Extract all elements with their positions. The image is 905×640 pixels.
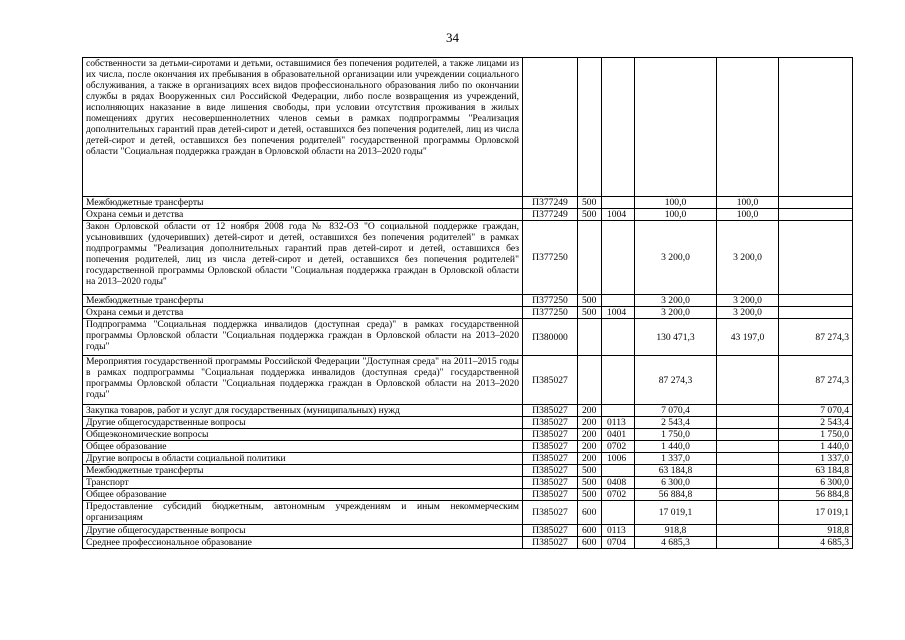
target-code-cell: П385027 [523,417,578,429]
amount-regional-cell [717,417,779,429]
amount-federal-cell [779,295,853,307]
expense-type-cell: 600 [578,537,602,549]
row-description: Среднее профессиональное образование [83,537,523,549]
target-code-cell: П385027 [523,453,578,465]
table-row [83,441,853,453]
amount-federal-cell: 2 543,4 [779,417,853,429]
amount-regional-cell: 3 200,0 [717,295,779,307]
expense-type-cell [578,319,602,356]
section-code-cell: 0704 [602,537,635,549]
amount-total-cell: 100,0 [635,209,717,221]
target-code-cell: П385027 [523,405,578,417]
section-code-cell: 0401 [602,429,635,441]
amount-regional-cell [717,356,779,405]
row-description: Мероприятия государственной программы Российской Федерации "Доступная среда" на 2011–2015 годы в рамках подпрограммы "Социальная поддержка инвалидов (доступная среда)" государственной программы Орловской области "Социальная поддержка граждан в Орловской области на 2013–2020 годы" [83,356,523,405]
section-code-cell: 0113 [602,525,635,537]
amount-regional-cell [717,465,779,477]
section-code-cell [602,295,635,307]
amount-total-cell: 63 184,8 [635,465,717,477]
row-description: Охрана семьи и детства [83,307,523,319]
expense-type-cell: 500 [578,307,602,319]
table-row [83,295,853,307]
table-row [83,525,853,537]
amount-total-cell: 3 200,0 [635,307,717,319]
budget-table-body [83,58,853,549]
section-code-cell: 0408 [602,477,635,489]
amount-federal-cell [779,307,853,319]
amount-total-cell: 918,8 [635,525,717,537]
expense-type-cell: 600 [578,501,602,525]
expense-type-cell: 500 [578,489,602,501]
expense-type-cell: 500 [578,477,602,489]
amount-federal-cell: 7 070,4 [779,405,853,417]
amount-regional-cell [717,501,779,525]
amount-federal-cell: 4 685,3 [779,537,853,549]
amount-federal-cell [779,58,853,197]
target-code-cell: П377250 [523,221,578,295]
amount-total-cell: 100,0 [635,197,717,209]
amount-federal-cell [779,209,853,221]
table-row [83,197,853,209]
expense-type-cell [578,58,602,197]
table-row [83,537,853,549]
amount-federal-cell [779,221,853,295]
expense-type-cell: 200 [578,417,602,429]
row-description: Общее образование [83,489,523,501]
amount-regional-cell: 3 200,0 [717,221,779,295]
amount-regional-cell [717,489,779,501]
section-code-cell [602,58,635,197]
target-code-cell: П385027 [523,356,578,405]
row-description: Межбюджетные трансферты [83,465,523,477]
amount-total-cell [635,58,717,197]
budget-table [82,57,853,549]
section-code-cell: 0113 [602,417,635,429]
section-code-cell [602,501,635,525]
target-code-cell: П385027 [523,477,578,489]
table-row [83,417,853,429]
amount-regional-cell [717,429,779,441]
amount-federal-cell: 17 019,1 [779,501,853,525]
row-description: Межбюджетные трансферты [83,197,523,209]
section-code-cell [602,465,635,477]
row-description: Общеэкономические вопросы [83,429,523,441]
expense-type-cell: 500 [578,209,602,221]
amount-federal-cell: 1 337,0 [779,453,853,465]
expense-type-cell: 200 [578,441,602,453]
amount-regional-cell [717,441,779,453]
target-code-cell: П377249 [523,197,578,209]
table-row [83,453,853,465]
target-code-cell: П385027 [523,465,578,477]
row-description: Охрана семьи и детства [83,209,523,221]
row-description: Другие общегосударственные вопросы [83,417,523,429]
amount-total-cell: 1 337,0 [635,453,717,465]
table-row [83,405,853,417]
row-description: Транспорт [83,477,523,489]
amount-regional-cell: 43 197,0 [717,319,779,356]
row-description: собственности за детьми-сиротами и детьми, оставшимися без попечения родителей, а также лицами из их числа, после окончания их пребывания в образовательной организации или учреждении социального обслуживания, а также в организациях всех видов профессионального образования либо по окончании службы в рядах Вооруженных сил Российской Федерации, либо после возвращения из учреждений, исполняющих наказание в виде лишения свободы, при условии отсутствия проживания в жилых помещениях других несовершеннолетних членов семьи в рамках подпрограммы "Реализация дополнительных гарантий прав детей-сирот и детей, оставшихся без попечения родителей, лиц из числа детей-сирот и детей, оставшихся без попечения родителей" государственной программы Орловской области "Социальная поддержка граждан в Орловской области на 2013–2020 годы" [83,58,523,197]
amount-total-cell: 2 543,4 [635,417,717,429]
expense-type-cell: 500 [578,465,602,477]
target-code-cell: П385027 [523,441,578,453]
target-code-cell: П377250 [523,307,578,319]
amount-regional-cell [717,58,779,197]
amount-federal-cell: 56 884,8 [779,489,853,501]
amount-federal-cell: 63 184,8 [779,465,853,477]
expense-type-cell: 600 [578,525,602,537]
target-code-cell: П385027 [523,429,578,441]
amount-total-cell: 7 070,4 [635,405,717,417]
amount-total-cell: 1 440,0 [635,441,717,453]
amount-regional-cell [717,405,779,417]
table-row [83,356,853,405]
expense-type-cell [578,221,602,295]
target-code-cell: П380000 [523,319,578,356]
section-code-cell: 1004 [602,307,635,319]
row-description: Другие вопросы в области социальной политики [83,453,523,465]
target-code-cell: П377250 [523,295,578,307]
target-code-cell: П385027 [523,501,578,525]
amount-federal-cell: 918,8 [779,525,853,537]
table-row [83,477,853,489]
target-code-cell: П377249 [523,209,578,221]
table-row [83,58,853,197]
amount-federal-cell: 1 440,0 [779,441,853,453]
section-code-cell: 0702 [602,441,635,453]
section-code-cell: 1004 [602,209,635,221]
target-code-cell: П385027 [523,489,578,501]
amount-federal-cell: 1 750,0 [779,429,853,441]
section-code-cell [602,405,635,417]
table-row [83,307,853,319]
row-description: Другие общегосударственные вопросы [83,525,523,537]
amount-regional-cell [717,525,779,537]
amount-total-cell: 3 200,0 [635,295,717,307]
table-row [83,501,853,525]
expense-type-cell: 200 [578,429,602,441]
amount-total-cell: 17 019,1 [635,501,717,525]
row-description: Закупка товаров, работ и услуг для государственных (муниципальных) нужд [83,405,523,417]
row-description: Подпрограмма "Социальная поддержка инвалидов (доступная среда)" в рамках государственной программы Орловской области "Социальная поддержка граждан в Орловской области на 2013–2020 годы" [83,319,523,356]
amount-total-cell: 6 300,0 [635,477,717,489]
section-code-cell [602,356,635,405]
amount-total-cell: 3 200,0 [635,221,717,295]
amount-total-cell: 1 750,0 [635,429,717,441]
amount-total-cell: 87 274,3 [635,356,717,405]
table-row [83,429,853,441]
row-description: Предоставление субсидий бюджетным, автономным учреждениям и иным некоммерческим организациям [83,501,523,525]
amount-total-cell: 56 884,8 [635,489,717,501]
amount-federal-cell: 6 300,0 [779,477,853,489]
target-code-cell: П385027 [523,537,578,549]
table-row [83,209,853,221]
target-code-cell [523,58,578,197]
table-row [83,221,853,295]
expense-type-cell: 500 [578,295,602,307]
row-description: Закон Орловской области от 12 ноября 2008 года № 832-ОЗ "О социальной поддержке граждан, усыновивших (удочеривших) детей-сирот и детей, оставшихся без попечения родителей" в рамках подпрограммы "Реализация дополнительных гарантий прав детей-сирот и детей, оставшихся без попечения родителей, лиц из числа детей-сирот и детей, оставшихся без попечения родителей" государственной программы Орловской области "Социальная поддержка граждан в Орловской области на 2013–2020 годы" [83,221,523,295]
amount-regional-cell [717,537,779,549]
amount-federal-cell: 87 274,3 [779,319,853,356]
row-description: Общее образование [83,441,523,453]
amount-regional-cell: 3 200,0 [717,307,779,319]
table-row [83,465,853,477]
amount-federal-cell [779,197,853,209]
amount-total-cell: 4 685,3 [635,537,717,549]
page-number: 34 [446,30,459,45]
section-code-cell [602,319,635,356]
section-code-cell: 1006 [602,453,635,465]
table-row [83,319,853,356]
table-row [83,489,853,501]
expense-type-cell: 200 [578,405,602,417]
amount-regional-cell: 100,0 [717,209,779,221]
amount-federal-cell: 87 274,3 [779,356,853,405]
target-code-cell: П385027 [523,525,578,537]
section-code-cell [602,221,635,295]
amount-total-cell: 130 471,3 [635,319,717,356]
row-description: Межбюджетные трансферты [83,295,523,307]
section-code-cell: 0702 [602,489,635,501]
expense-type-cell: 500 [578,197,602,209]
section-code-cell [602,197,635,209]
amount-regional-cell [717,453,779,465]
expense-type-cell [578,356,602,405]
expense-type-cell: 200 [578,453,602,465]
amount-regional-cell: 100,0 [717,197,779,209]
amount-regional-cell [717,477,779,489]
